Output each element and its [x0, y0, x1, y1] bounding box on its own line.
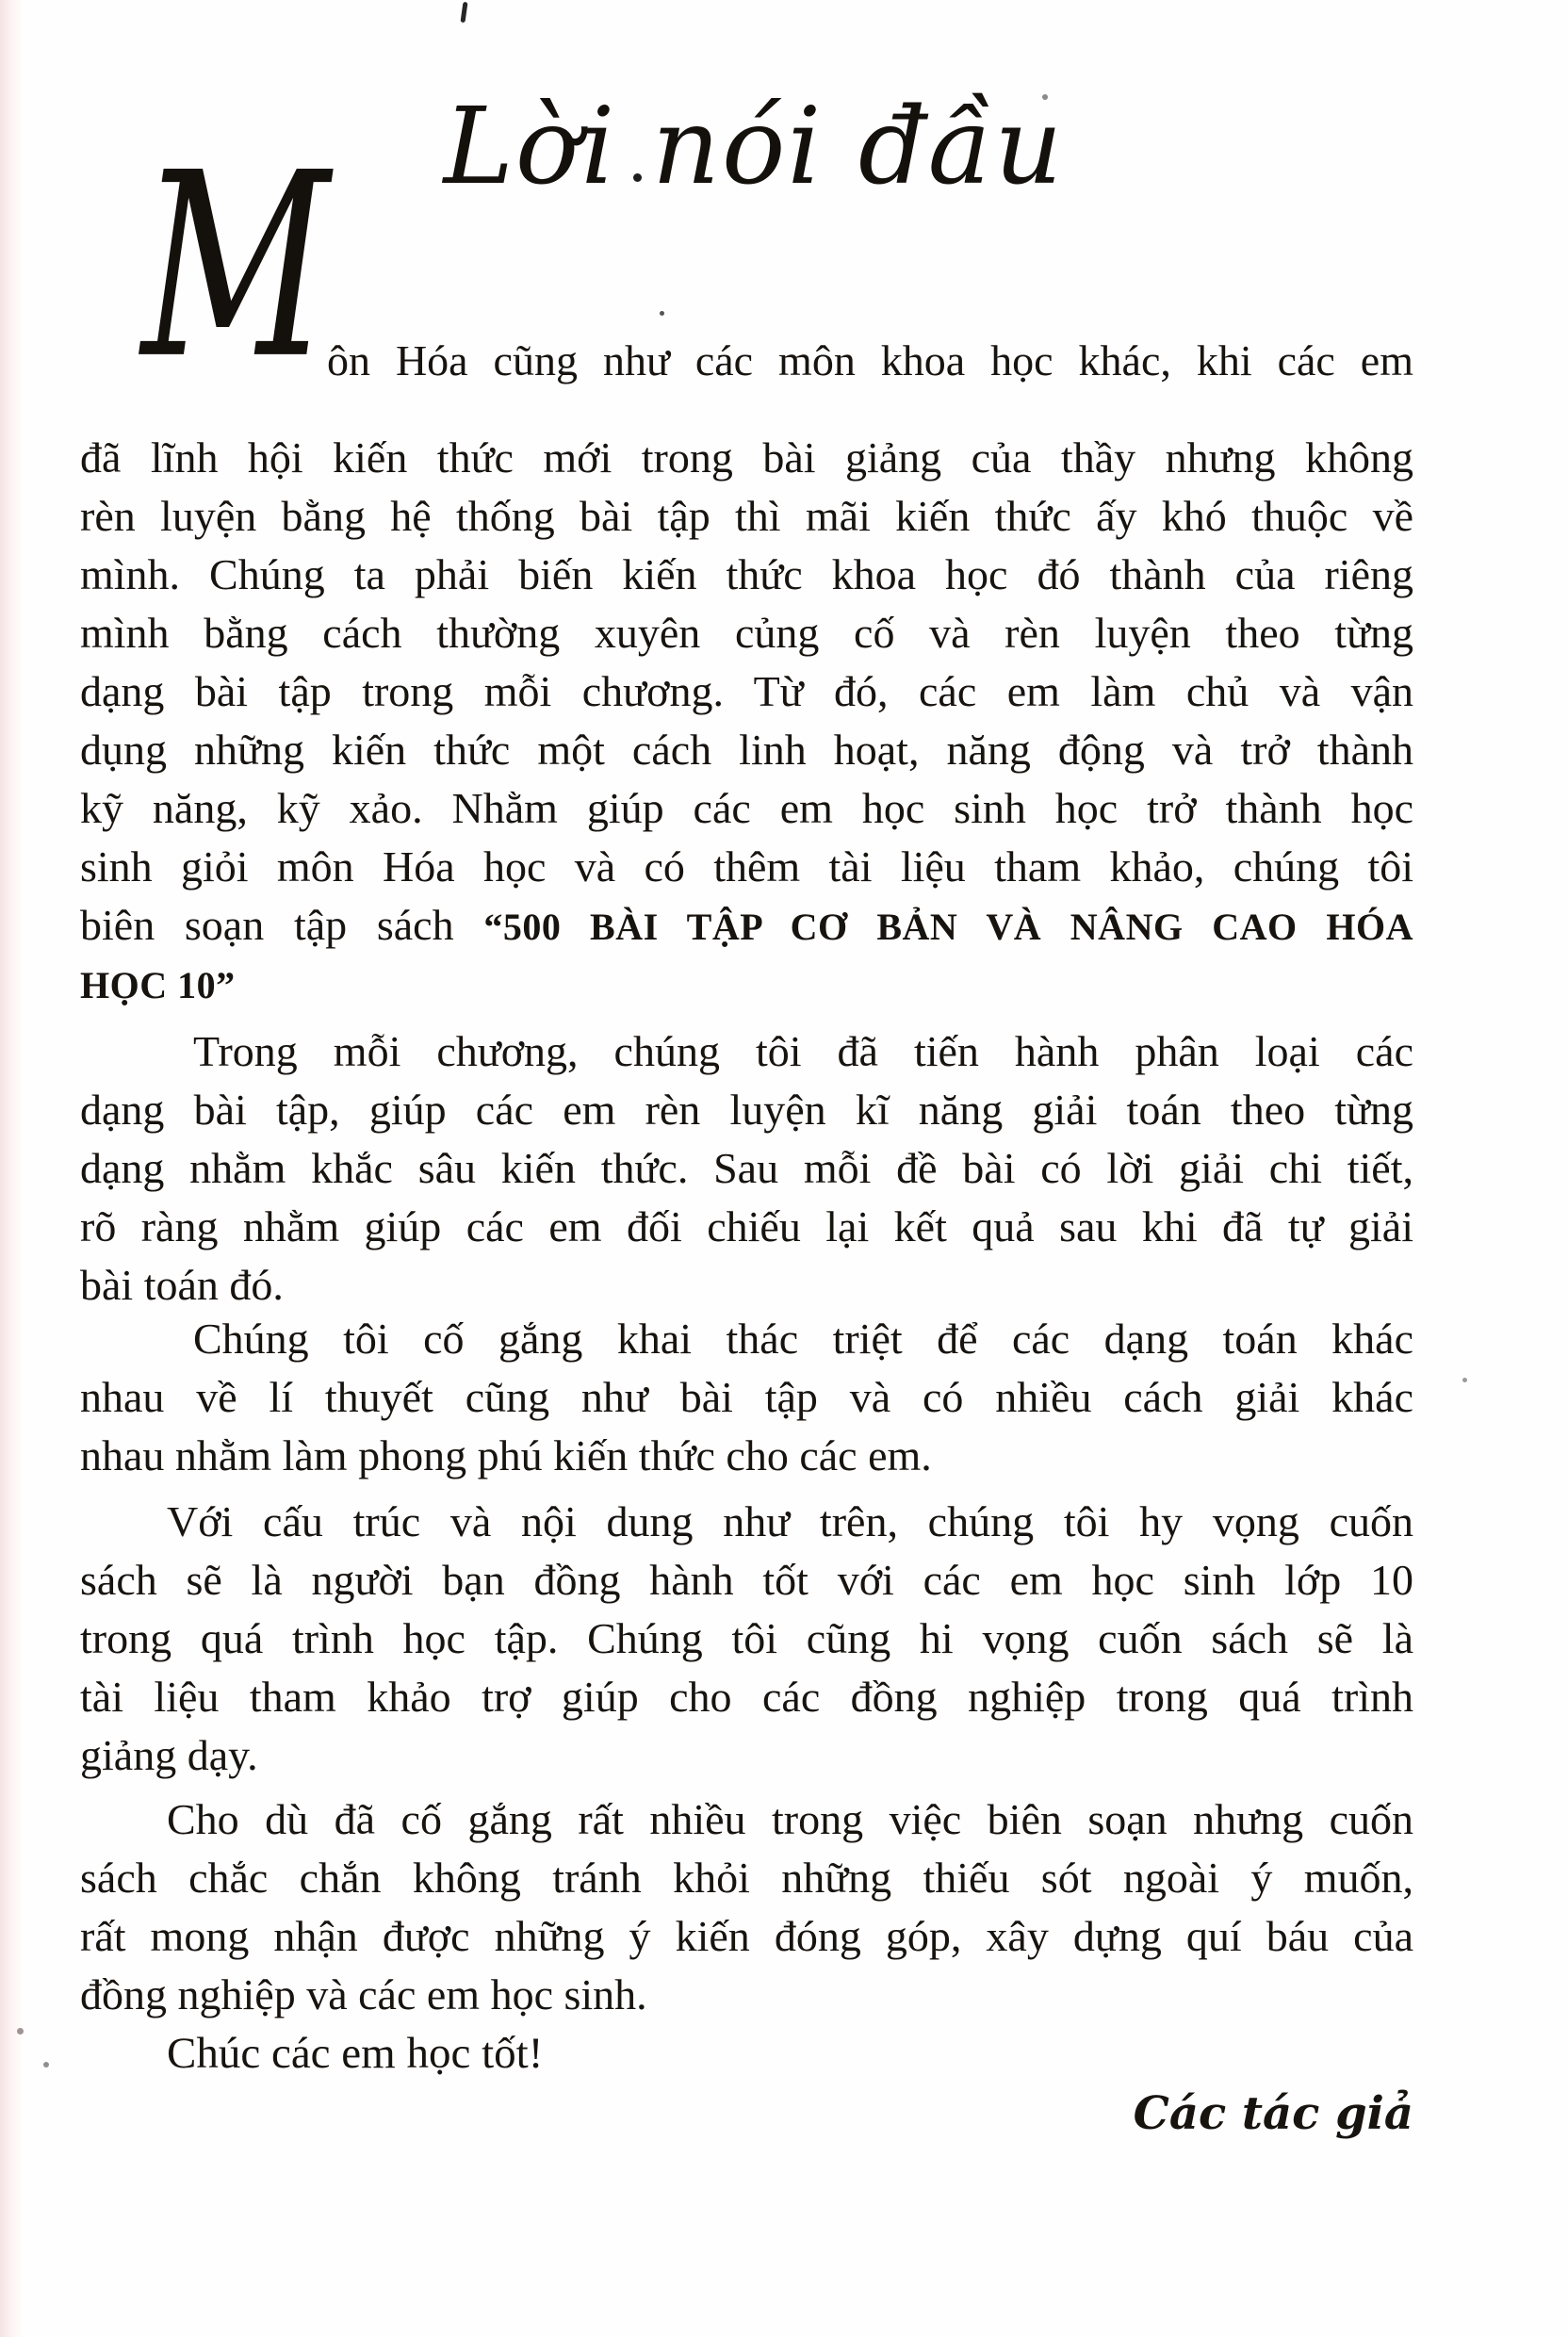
- text-line: Cho dù đã cố gắng rất nhiều trong việc biên soạn nhưng cuốn: [167, 1795, 1413, 1843]
- paragraph-hope: [80, 1493, 1413, 1785]
- text-line: tài liệu tham khảo trợ giúp cho các đồng nghiệp trong quá trình: [80, 1673, 1413, 1721]
- text-line: kỹ năng, kỹ xảo. Nhằm giúp các em học sinh học trở thành học: [80, 784, 1413, 832]
- text-line: mình bằng cách thường xuyên củng cố và rèn luyện theo từng: [80, 609, 1413, 657]
- page-title: Lời nói đầu: [443, 86, 1065, 208]
- text-line: Trong mỗi chương, chúng tôi đã tiến hành phân loại các: [193, 1027, 1413, 1075]
- paragraph-variety: [80, 1310, 1413, 1485]
- text-line: nhau về lí thuyết cũng như bài tập và có nhiều cách giải khác: [80, 1373, 1413, 1421]
- book-title-bold: “500 BÀI TẬP CƠ BẢN VÀ NÂNG CAO HÓA: [483, 906, 1414, 948]
- text-line: đã lĩnh hội kiến thức mới trong bài giảng của thầy nhưng không: [80, 433, 1413, 482]
- text-line-book-title: [80, 896, 1413, 956]
- text-line: ôn Hóa cũng như các môn khoa học khác, khi các em: [327, 336, 1413, 384]
- text-line: dạng bài tập trong mỗi chương. Từ đó, các em làm chủ và vận: [80, 667, 1413, 715]
- book-title-bold: HỌC 10”: [80, 964, 236, 1006]
- text-line: sách sẽ là người bạn đồng hành tốt với các em học sinh lớp 10: [80, 1556, 1413, 1604]
- text-line: mình. Chúng ta phải biến kiến thức khoa học đó thành của riêng: [80, 550, 1413, 598]
- text-line: Chúng tôi cố gắng khai thác triệt để các dạng toán khác: [193, 1315, 1413, 1363]
- authors-signature: Các tác giả: [1133, 2087, 1413, 2140]
- text-line: dụng những kiến thức một cách linh hoạt, năng động và trở thành: [80, 726, 1413, 774]
- text-segment: biên soạn tập sách: [80, 901, 484, 949]
- scan-speck: [17, 2028, 24, 2035]
- scan-speck: [460, 2, 467, 23]
- paragraph-apology: [80, 1790, 1413, 2024]
- text-line: Với cấu trúc và nội dung như trên, chúng tôi hy vọng cuốn: [167, 1497, 1413, 1545]
- text-line: bài toán đó.: [80, 1261, 284, 1309]
- closing-line: Chúc các em học tốt!: [167, 2029, 544, 2078]
- text-line: trong quá trình học tập. Chúng tôi cũng hi vọng cuốn sách sẽ là: [80, 1614, 1413, 1662]
- text-line: sinh giỏi môn Hóa học và có thêm tài liệu tham khảo, chúng tôi: [80, 842, 1413, 891]
- paragraph-intro: [80, 429, 1413, 1015]
- text-line: nhau nhằm làm phong phú kiến thức cho các em.: [80, 1431, 932, 1479]
- text-line: rèn luyện bằng hệ thống bài tập thì mãi kiến thức ấy khó thuộc về: [80, 492, 1413, 540]
- scan-speck: [43, 2062, 49, 2067]
- text-line: đồng nghiệp và các em học sinh.: [80, 1970, 647, 2018]
- text-line: giảng dạy.: [80, 1731, 258, 1779]
- dropcap-letter: M: [141, 118, 330, 415]
- scan-speck: [660, 311, 664, 316]
- text-line: rõ ràng nhằm giúp các em đối chiếu lại kết quả sau khi đã tự giải: [80, 1202, 1413, 1250]
- paragraph-structure: [80, 1022, 1413, 1315]
- page-left-edge: [0, 0, 24, 2337]
- intro-first-line: [80, 332, 1413, 390]
- text-line: dạng bài tập, giúp các em rèn luyện kĩ năng giải toán theo từng: [80, 1086, 1413, 1134]
- text-line: rất mong nhận được những ý kiến đóng góp, xây dựng quí báu của: [80, 1912, 1413, 1960]
- text-line: sách chắc chắn không tránh khỏi những thiếu sót ngoài ý muốn,: [80, 1854, 1413, 1902]
- scan-speck: [1462, 1378, 1467, 1382]
- text-line: dạng nhằm khắc sâu kiến thức. Sau mỗi đề bài có lời giải chi tiết,: [80, 1144, 1413, 1192]
